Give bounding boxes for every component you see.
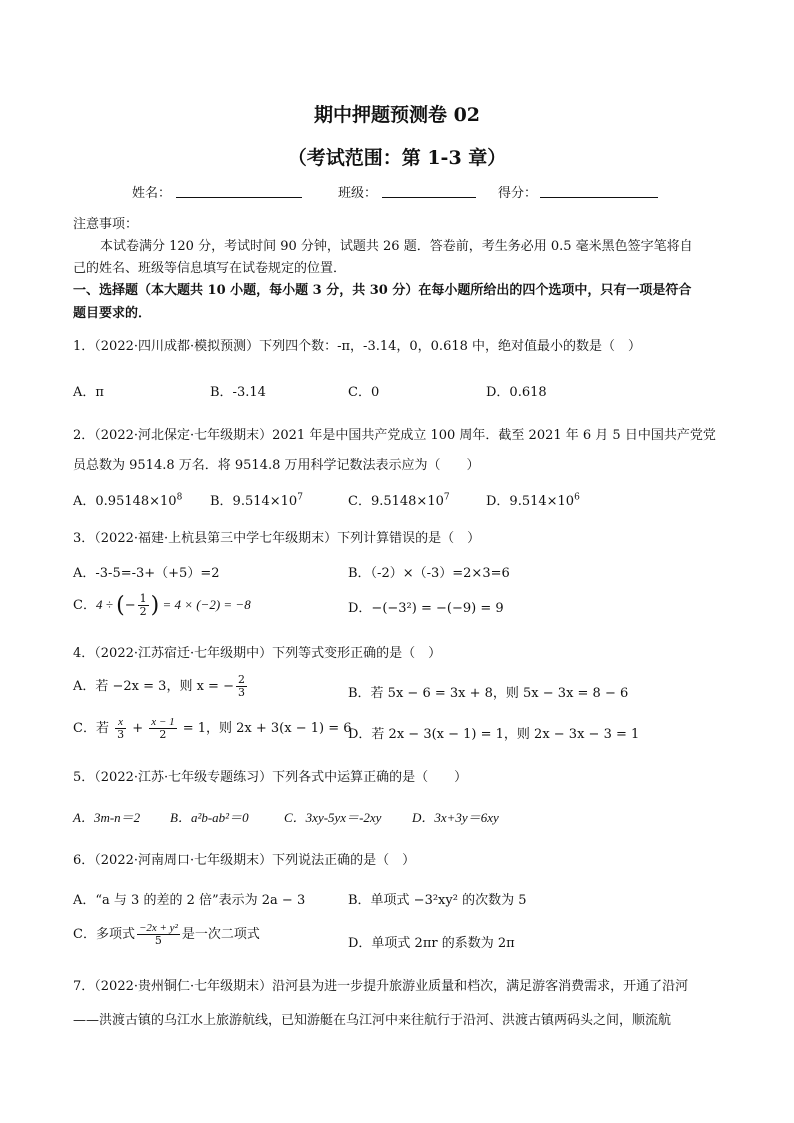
section-heading: 题目要求的． — [73, 306, 152, 321]
numerator: 1 — [139, 592, 147, 605]
option-b[interactable]: B．-3.14 — [210, 385, 266, 400]
denominator: 2 — [159, 728, 167, 741]
exponent: 6 — [574, 492, 580, 503]
option-label: C． — [73, 598, 96, 613]
math-expr: = 4 × (−2) = −8 — [159, 597, 251, 612]
question-stem: 4．（2022·江苏宿迁·七年级期中）下列等式变形正确的是（ ） — [73, 646, 442, 661]
option-d-text: D．9.514×10 — [486, 494, 575, 509]
option-c[interactable]: C．4 ÷ (− $\frac{1}{2}$ ) = 4 × (−2) = −8 — [73, 592, 251, 618]
option-c-text: C．多项式 — [73, 927, 135, 942]
score-label: 得分： — [498, 186, 538, 201]
page-title: 期中押题预测卷 02 — [313, 104, 481, 126]
option-b[interactable]: B．若 5x − 6 = 3x + 8，则 5x − 3x = 8 − 6 — [348, 686, 629, 701]
option-a[interactable] — [73, 490, 182, 509]
option-d[interactable]: D．0.618 — [486, 385, 547, 400]
question-stem: 6．（2022·河南周口·七年级期末）下列说法正确的是（ ） — [73, 853, 416, 868]
option-d[interactable]: D．单项式 2πr 的系数为 2π — [348, 936, 515, 951]
option-b[interactable] — [210, 490, 303, 509]
option-a[interactable]: A．-3-5=-3+（+5）=2 — [73, 566, 220, 581]
option-c-text: C．9.5148×10 — [348, 494, 444, 509]
section-heading: 一、选择题（本大题共 10 小题，每小题 3 分，共 30 分）在每小题所给出的四个选项中，只有一项是符合 — [73, 283, 692, 298]
question-stem: 员总数为 9514.8 万名．将 9514.8 万用科学记数法表示应为（ ） — [73, 458, 480, 473]
option-b-text: B．9.514×10 — [210, 494, 298, 509]
option-d[interactable]: D．3x+3y＝6xy — [412, 810, 499, 825]
option-c[interactable] — [73, 716, 352, 741]
left-paren: ( — [116, 593, 125, 618]
denominator: 3 — [117, 728, 125, 741]
fraction — [138, 593, 149, 618]
denominator: 5 — [154, 934, 162, 947]
option-a[interactable]: A．3m-n＝2 — [73, 810, 141, 825]
question-stem: 7．（2022·贵州铜仁·七年级期末）沿河县为进一步提升旅游业质量和档次，满足游客消费需求，开通了沿河 — [73, 979, 689, 994]
fraction — [236, 674, 247, 699]
class-blank[interactable] — [382, 197, 476, 198]
option-a[interactable]: A．“a 与 3 的差的 2 倍”表示为 2a − 3 — [73, 893, 306, 908]
question-stem: 1．（2022·四川成都·模拟预测）下列四个数：-π，-3.14，0，0.618 中，绝对值最小的数是（ ） — [73, 339, 642, 354]
question-stem: ——洪渡古镇的乌江水上旅游航线，已知游艇在乌江河中来往航行于沿河、洪渡古镇两码头之间，顺流航 — [73, 1013, 672, 1028]
numerator: x − 1 — [151, 716, 175, 728]
name-blank[interactable] — [176, 197, 302, 198]
option-c[interactable] — [73, 922, 260, 947]
class-label: 班级： — [338, 186, 378, 201]
option-a-text: A．若 −2x = 3，则 x = − — [73, 679, 234, 694]
notes-line: 本试卷满分 120 分，考试时间 90 分钟，试题共 26 题．答卷前，考生务必用 0.5 毫米黑色签字笔将自 — [100, 239, 693, 254]
question-stem: 2．（2022·河北保定·七年级期末）2021 年是中国共产党成立 100 周年．截至 2021 年 6 月 5 日中国共产党党 — [73, 428, 716, 443]
fraction — [137, 922, 180, 947]
numerator: x — [115, 716, 126, 729]
name-label: 姓名： — [132, 186, 172, 201]
numerator: −2x + y² — [138, 922, 178, 934]
fraction — [115, 716, 126, 741]
option-c[interactable]: C．3xy-5yx＝-2xy — [284, 810, 382, 825]
fraction — [149, 716, 176, 741]
denominator: 2 — [139, 605, 147, 618]
option-b[interactable]: B．（-2）×（-3）=2×3=6 — [348, 566, 510, 581]
option-a[interactable]: A．π — [73, 385, 104, 400]
option-d[interactable] — [486, 490, 580, 509]
option-c[interactable] — [348, 490, 450, 509]
option-a[interactable] — [73, 674, 249, 699]
question-stem: 5．（2022·江苏·七年级专题练习）下列各式中运算正确的是（ ） — [73, 770, 468, 785]
option-c-text: C．若 — [73, 721, 114, 736]
option-b[interactable]: B．单项式 −3²xy² 的次数为 5 — [348, 893, 527, 908]
notes-line: 己的姓名、班级等信息填写在试卷规定的位置． — [73, 261, 347, 276]
denominator: 3 — [237, 686, 245, 699]
option-c[interactable]: C．0 — [348, 385, 380, 400]
right-paren: ) — [150, 593, 160, 618]
option-c-text: 是一次二项式 — [181, 927, 260, 942]
numerator: 2 — [237, 673, 245, 686]
math-expr: 4 ÷ — [95, 597, 117, 612]
option-c-text: = 1，则 2x + 3(x − 1) = 6 — [178, 721, 352, 736]
option-d[interactable]: D．−(−3²) = −(−9) = 9 — [348, 601, 504, 616]
exponent: 7 — [297, 492, 303, 503]
option-a-text: A．0.95148×10 — [73, 494, 177, 509]
option-b[interactable]: B．a²b-ab²＝0 — [170, 810, 249, 825]
question-stem: 3．（2022·福建·上杭县第三中学七年级期末）下列计算错误的是（ ） — [73, 531, 481, 546]
page-subtitle: （考试范围：第 1-3 章） — [287, 147, 507, 169]
notes-heading: 注意事项： — [73, 217, 139, 232]
option-d[interactable]: D．若 2x − 3(x − 1) = 1，则 2x − 3x − 3 = 1 — [348, 727, 640, 742]
exponent: 7 — [443, 492, 450, 503]
plus-sign: + — [128, 721, 148, 736]
score-blank[interactable] — [540, 197, 658, 198]
exponent: 8 — [176, 492, 183, 503]
